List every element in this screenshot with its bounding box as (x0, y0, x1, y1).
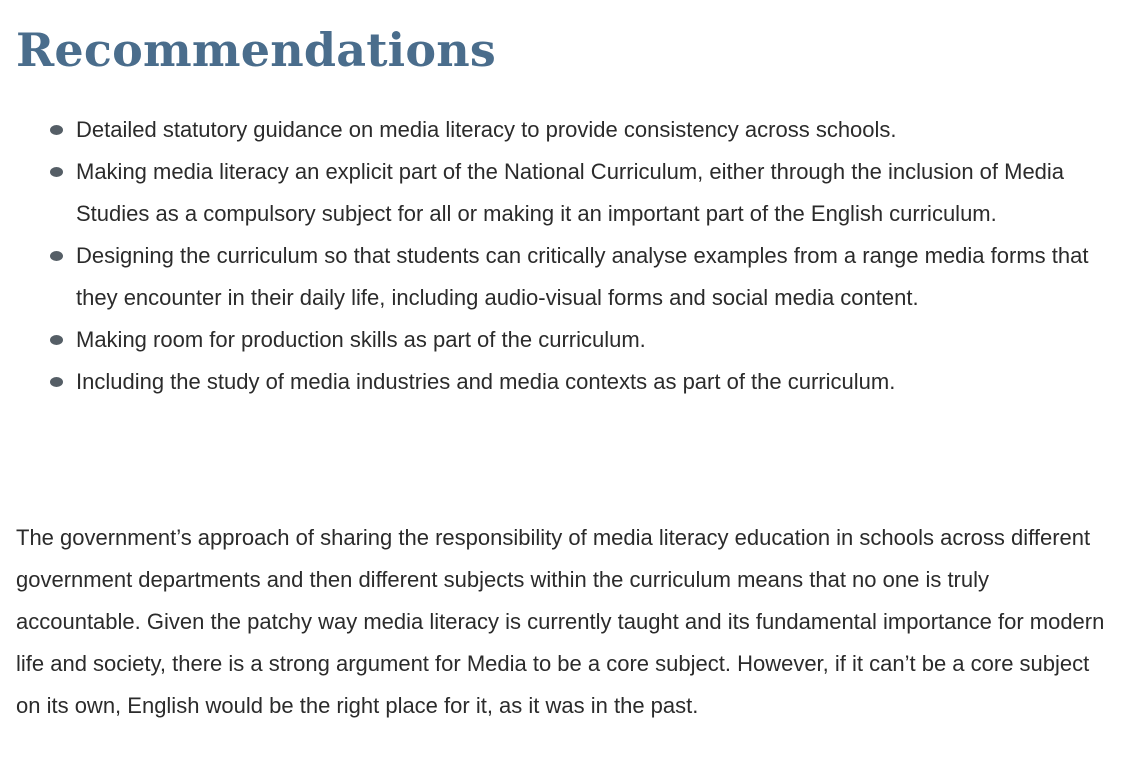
bullet-icon (50, 251, 63, 261)
list-item (16, 361, 1116, 403)
list-item-text: Including the study of media industries and media contexts as part of the curriculum. (76, 369, 896, 394)
section-heading: Recommendations (16, 23, 496, 77)
list-item-text: Making media literacy an explicit part of the National Curriculum, either through the inclusion of Media Studies as a compulsory subject for all or making it an important part of the English curriculum. (76, 159, 1065, 226)
list-item (16, 235, 1116, 319)
bullet-icon (50, 377, 63, 387)
list-item-text: Detailed statutory guidance on media literacy to provide consistency across schools. (76, 117, 897, 142)
body-paragraph: The government’s approach of sharing the responsibility of media literacy education in schools across different government departments and then different subjects within the curriculum means that no one is truly accountable. Given the patchy way media literacy is currently taught and its fundamental importance for modern life and society, there is a strong argument for Media to be a core subject. However, if it can’t be a core subject on its own, English would be the right place for it, as it was in the past. (16, 525, 1105, 718)
list-item-text: Making room for production skills as part of the curriculum. (76, 327, 646, 352)
list-item (16, 151, 1116, 235)
list-item-text: Designing the curriculum so that students can critically analyse examples from a range media forms that they encounter in their daily life, including audio-visual forms and social media content. (76, 243, 1089, 310)
bullet-icon (50, 167, 63, 177)
recommendations-list (16, 109, 1116, 403)
bullet-icon (50, 335, 63, 345)
bullet-icon (50, 125, 63, 135)
list-item (16, 319, 1116, 361)
list-item (16, 109, 1116, 151)
